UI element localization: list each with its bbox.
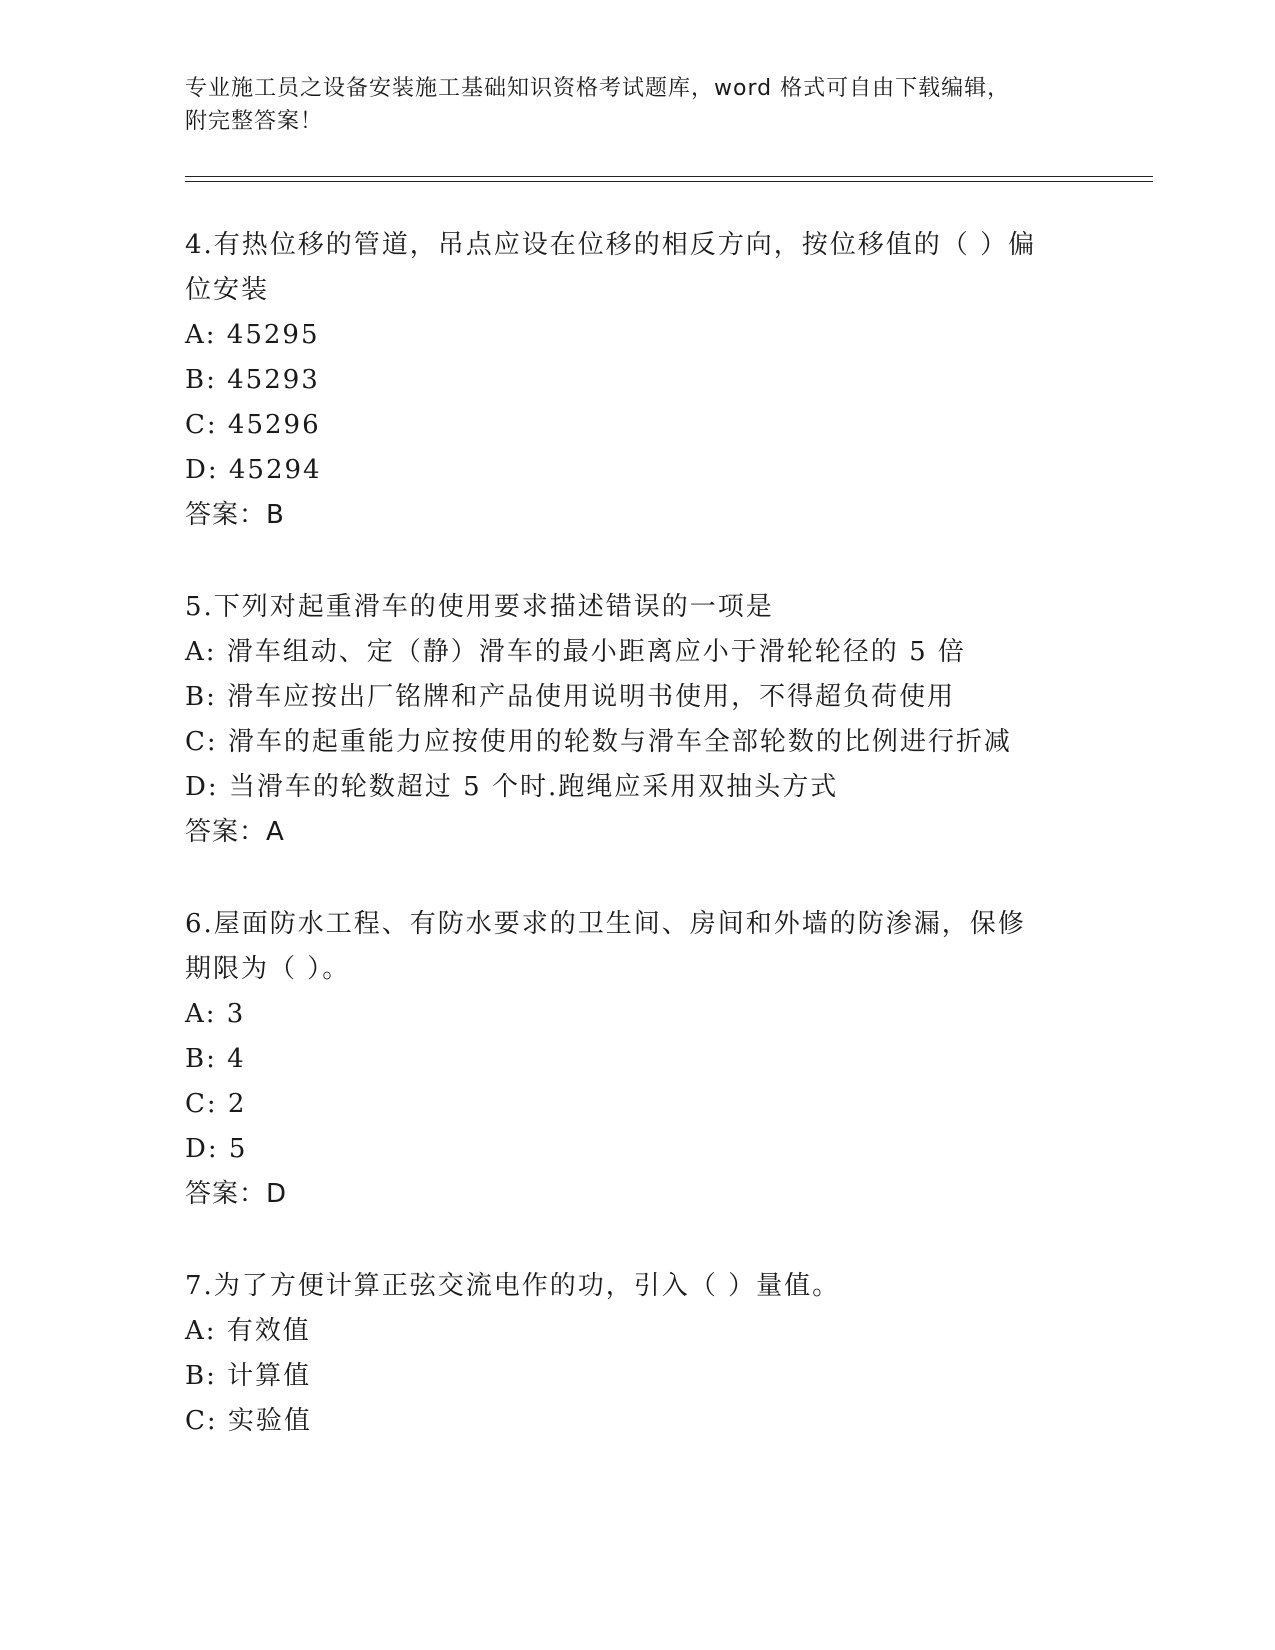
question-stem-line: 6.屋面防水工程、有防水要求的卫生间、房间和外墙的防渗漏，保修 [185, 909, 1026, 939]
option-c: C: 2 [185, 1089, 247, 1119]
header-line-1: 专业施工员之设备安装施工基础知识资格考试题库，word 格式可自由下载编辑， [185, 76, 1011, 101]
header-divider [185, 176, 1153, 182]
answer: 答案：A [185, 817, 285, 847]
question-7 [185, 1264, 1085, 1444]
option-b: B: 滑车应按出厂铭牌和产品使用说明书使用，不得超负荷使用 [185, 682, 956, 712]
question-6 [185, 902, 1085, 1217]
option-b: B: 计算值 [185, 1361, 312, 1391]
answer: 答案：D [185, 1179, 288, 1209]
option-b: B: 4 [185, 1044, 246, 1074]
option-b: B: 45293 [185, 365, 320, 395]
question-stem-line: 5.下列对起重滑车的使用要求描述错误的一项是 [185, 592, 774, 622]
question-stem-line: 位安装 [185, 275, 270, 305]
option-d: D: 45294 [185, 455, 322, 485]
question-stem-line: 4.有热位移的管道，吊点应设在位移的相反方向，按位移值的（ ）偏 [185, 230, 1037, 260]
document-header [185, 72, 1085, 138]
option-d: D: 当滑车的轮数超过 5 个时.跑绳应采用双抽头方式 [185, 772, 839, 802]
option-a: A: 有效值 [185, 1316, 311, 1346]
header-line-2: 附完整答案！ [185, 109, 324, 134]
question-stem-line: 期限为（ ）。 [185, 954, 351, 984]
question-4 [185, 223, 1085, 538]
option-a: A: 45295 [185, 320, 320, 350]
option-a: A: 滑车组动、定（静）滑车的最小距离应小于滑轮轮径的 5 倍 [185, 637, 966, 667]
option-c: C: 滑车的起重能力应按使用的轮数与滑车全部轮数的比例进行折减 [185, 727, 1012, 757]
question-stem-line: 7.为了方便计算正弦交流电作的功，引入（ ）量值。 [185, 1271, 841, 1301]
option-c: C: 实验值 [185, 1406, 312, 1436]
option-d: D: 5 [185, 1134, 248, 1164]
question-5 [185, 585, 1085, 855]
option-a: A: 3 [185, 999, 246, 1029]
option-c: C: 45296 [185, 410, 321, 440]
answer: 答案：B [185, 500, 285, 530]
